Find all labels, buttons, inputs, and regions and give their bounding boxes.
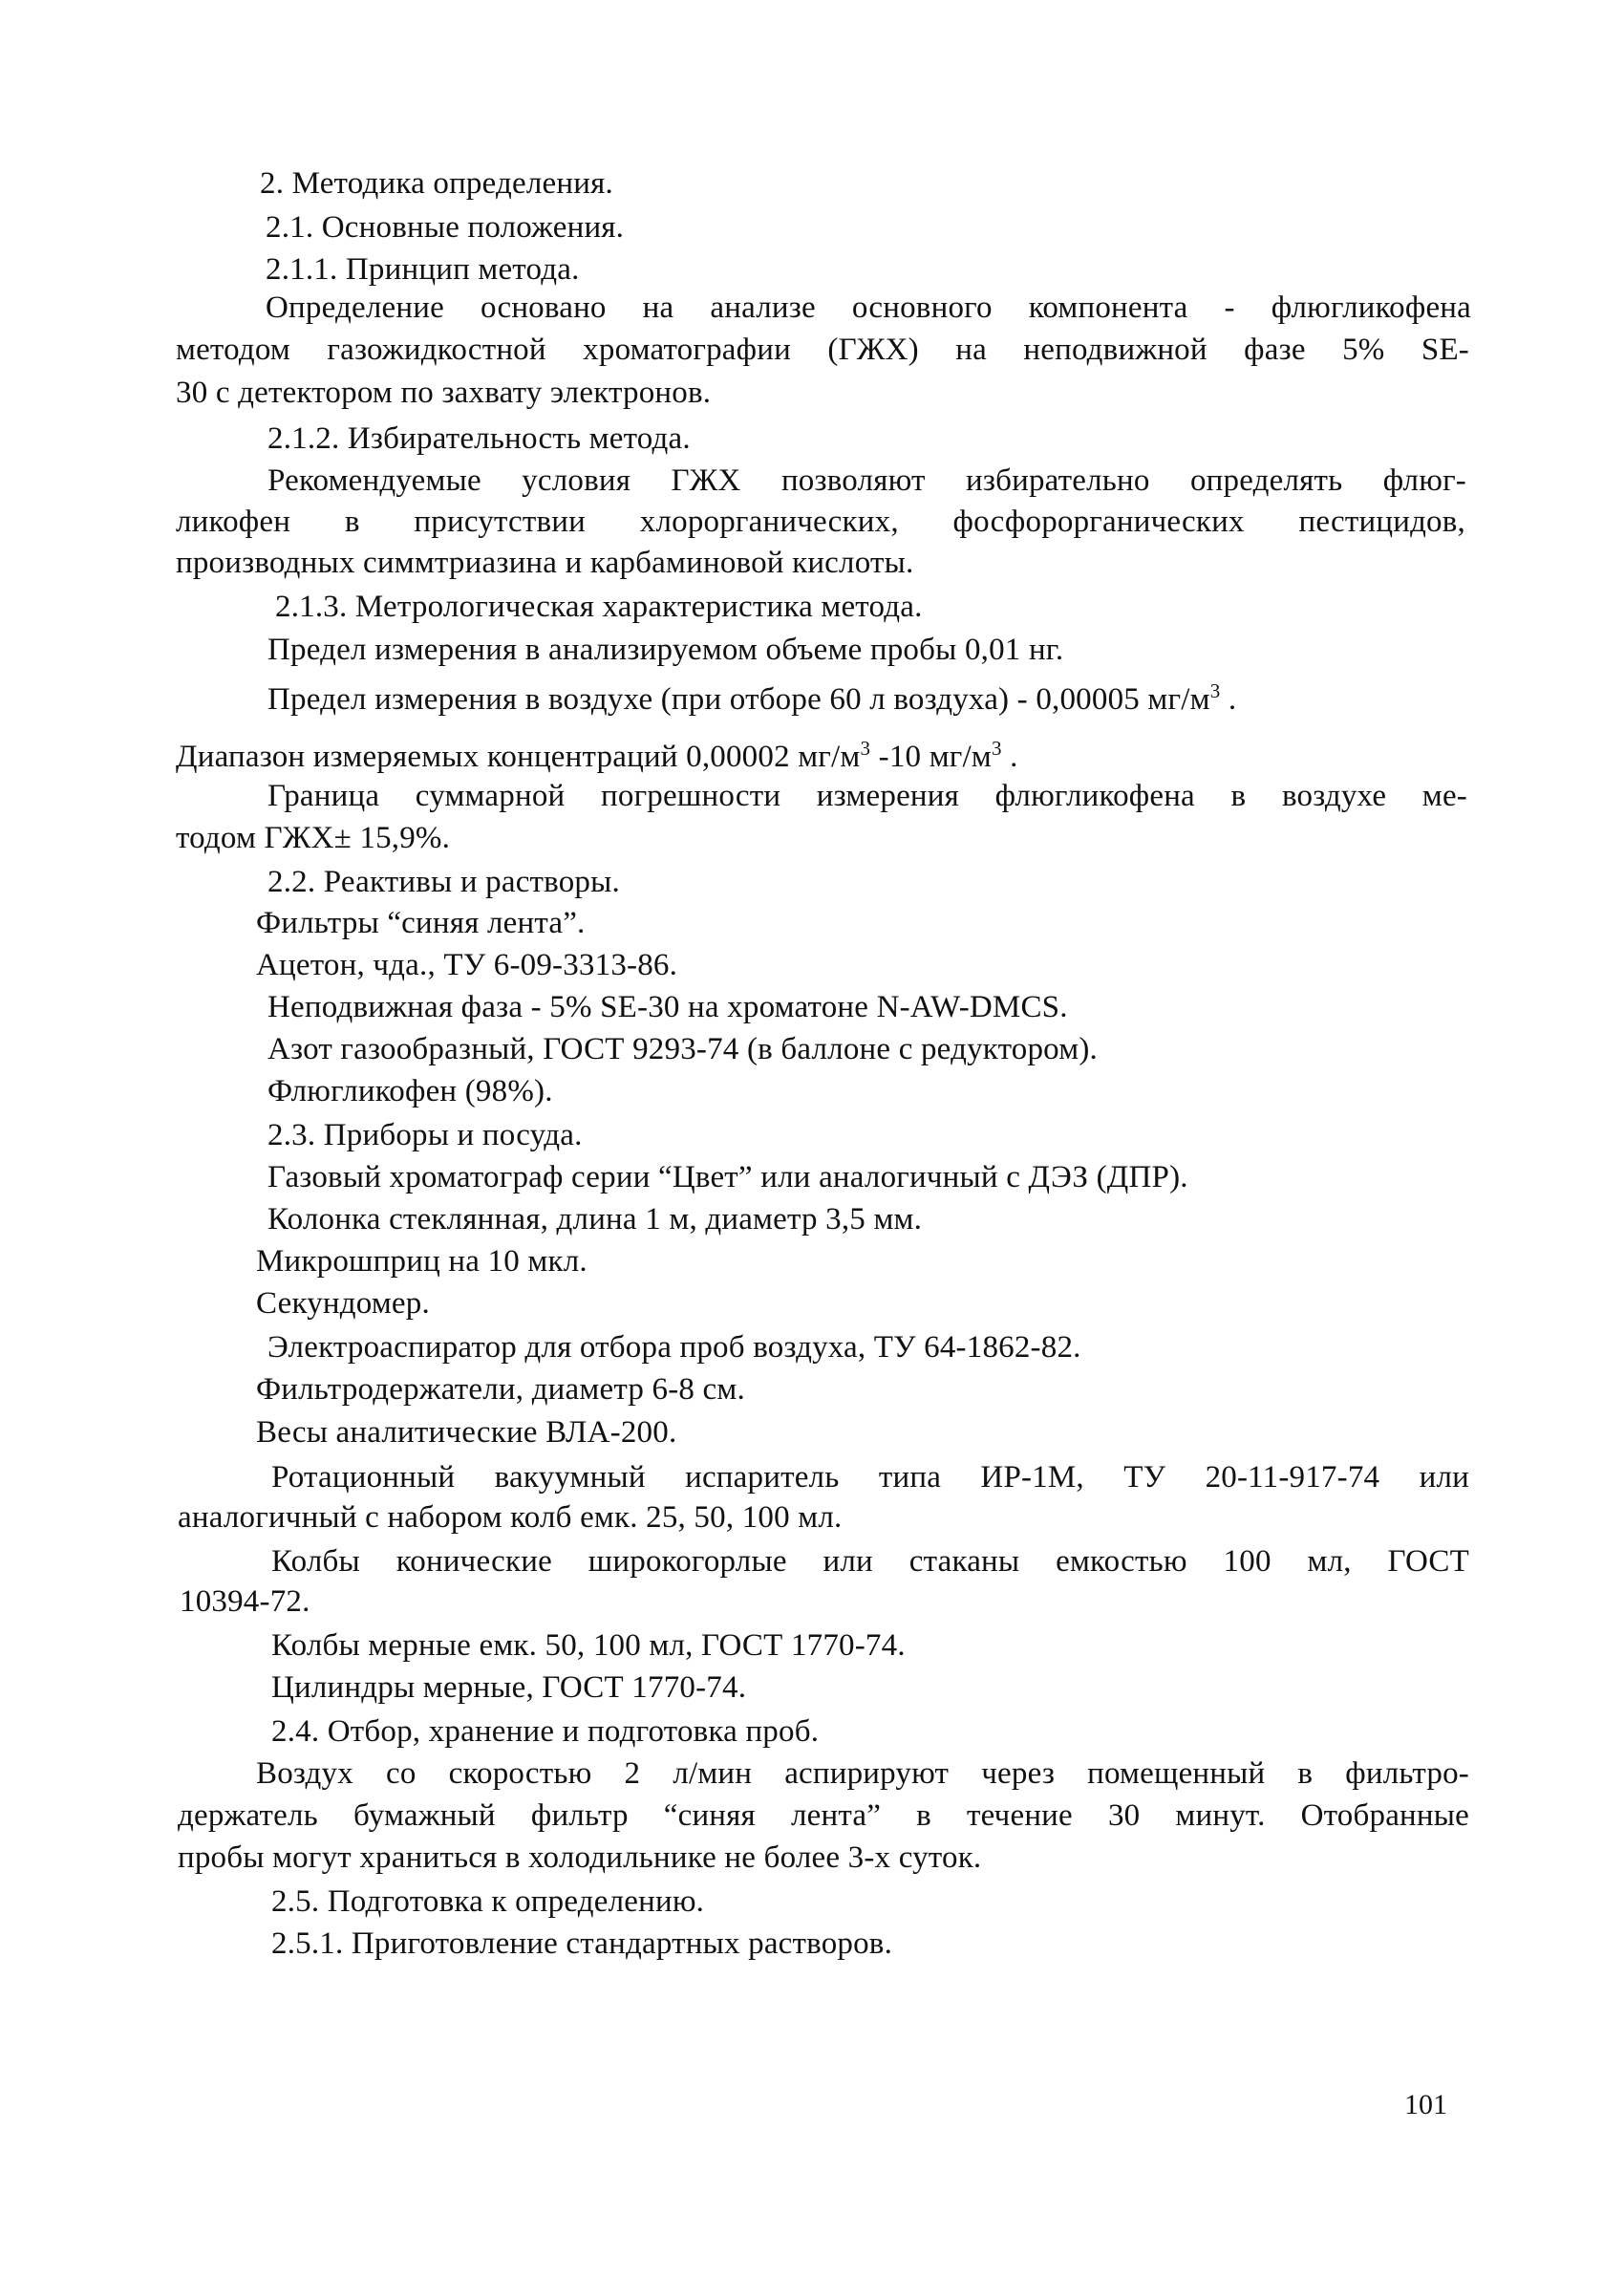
list-item: Ацетон, чда., ТУ 6-09-3313-86. <box>256 948 678 982</box>
list-item: Неподвижная фаза - 5% SE-30 на хроматоне N-AW-DMCS. <box>267 990 1068 1024</box>
heading-sampling: 2.4. Отбор, хранение и подготовка проб. <box>271 1714 820 1749</box>
paragraph-line: ликофен в присутствии хлорорганических, фосфорорганических пестицидов, <box>176 505 1465 539</box>
line-end: . <box>1001 740 1018 774</box>
paragraph-line: Воздух со скоростью 2 л/мин аспирируют через помещенный в фильтро- <box>256 1756 1469 1791</box>
heading-metrology: 2.1.3. Метрологическая характеристика метода. <box>275 590 923 624</box>
limit-air-text: Предел измерения в воздухе (при отборе 60 л воздуха) - 0,00005 мг/м <box>267 682 1210 717</box>
paragraph-line: Предел измерения в анализируемом объеме пробы 0,01 нг. <box>267 633 1064 667</box>
paragraph-line: 10394-72. <box>180 1584 310 1619</box>
range-text-b: -10 мг/м <box>870 740 992 774</box>
heading-methodology: 2. Методика определения. <box>260 166 613 201</box>
list-item: Газовый хроматограф серии “Цвет” или аналогичный с ДЭЗ (ДПР). <box>267 1160 1188 1194</box>
page-number: 101 <box>1404 2089 1447 2120</box>
paragraph-line: Граница суммарной погрешности измерения флюгликофена в воздухе ме- <box>267 779 1467 813</box>
superscript-3: 3 <box>991 737 1002 760</box>
paragraph-line: Рекомендуемые условия ГЖХ позволяют избирательно определять флюг- <box>267 463 1466 498</box>
heading-reagents: 2.2. Реактивы и растворы. <box>267 865 620 899</box>
list-item: Флюгликофен (98%). <box>267 1074 553 1108</box>
list-item: Колбы мерные емк. 50, 100 мл, ГОСТ 1770-74. <box>271 1628 906 1663</box>
list-item: Весы аналитические ВЛА-200. <box>256 1415 677 1450</box>
list-item: Фильтродержатели, диаметр 6-8 см. <box>256 1372 745 1407</box>
paragraph-line: пробы могут храниться в холодильнике не более 3-х суток. <box>178 1840 982 1875</box>
list-item: Азот газообразный, ГОСТ 9293-74 (в баллоне с редуктором). <box>267 1032 1098 1066</box>
paragraph-line: тодом ГЖХ± 15,9%. <box>176 821 451 855</box>
paragraph-line: производных симмтриазина и карбаминовой кислоты. <box>176 546 914 580</box>
heading-method-principle: 2.1.1. Принцип метода. <box>266 252 580 287</box>
list-item: Колонка стеклянная, длина 1 м, диаметр 3,5 мм. <box>267 1202 923 1237</box>
heading-equipment: 2.3. Приборы и посуда. <box>267 1118 583 1152</box>
superscript-3: 3 <box>860 737 871 760</box>
line-end: . <box>1220 682 1237 717</box>
paragraph-line: Колбы конические широкогорлые или стаканы емкостью 100 мл, ГОСТ <box>271 1544 1469 1579</box>
paragraph-line: Ротационный вакуумный испаритель типа ИР-1М, ТУ 20-11-917-74 или <box>271 1460 1469 1495</box>
paragraph-line: методом газожидкостной хроматографии (ГЖХ) на неподвижной фазе 5% SE- <box>176 333 1469 367</box>
paragraph-line: Определение основано на анализе основного компонента - флюгликофена <box>266 290 1471 325</box>
list-item: Секундомер. <box>256 1286 430 1321</box>
range-text-a: Диапазон измеряемых концентраций 0,00002 мг/м <box>176 740 861 774</box>
paragraph-line: 30 с детектором по захвату электронов. <box>176 376 712 410</box>
list-item: Фильтры “синяя лента”. <box>256 906 586 940</box>
paragraph-line: аналогичный с набором колб емк. 25, 50, 100 мл. <box>178 1500 843 1535</box>
heading-standard-solutions: 2.5.1. Приготовление стандартных растворов. <box>271 1926 893 1961</box>
superscript-3: 3 <box>1209 679 1221 702</box>
paragraph-line: держатель бумажный фильтр “синяя лента” в течение 30 минут. Отобранные <box>178 1798 1469 1833</box>
heading-selectivity: 2.1.2. Избирательность метода. <box>267 421 691 456</box>
list-item: Электроаспиратор для отбора проб воздуха, ТУ 64-1862-82. <box>267 1330 1081 1365</box>
list-item: Микрошприц на 10 мкл. <box>256 1244 588 1279</box>
list-item: Цилиндры мерные, ГОСТ 1770-74. <box>271 1670 747 1705</box>
paragraph-line <box>267 680 1236 719</box>
heading-preparation: 2.5. Подготовка к определению. <box>271 1884 705 1919</box>
heading-main-provisions: 2.1. Основные положения. <box>266 210 625 245</box>
paragraph-line <box>176 738 1018 776</box>
